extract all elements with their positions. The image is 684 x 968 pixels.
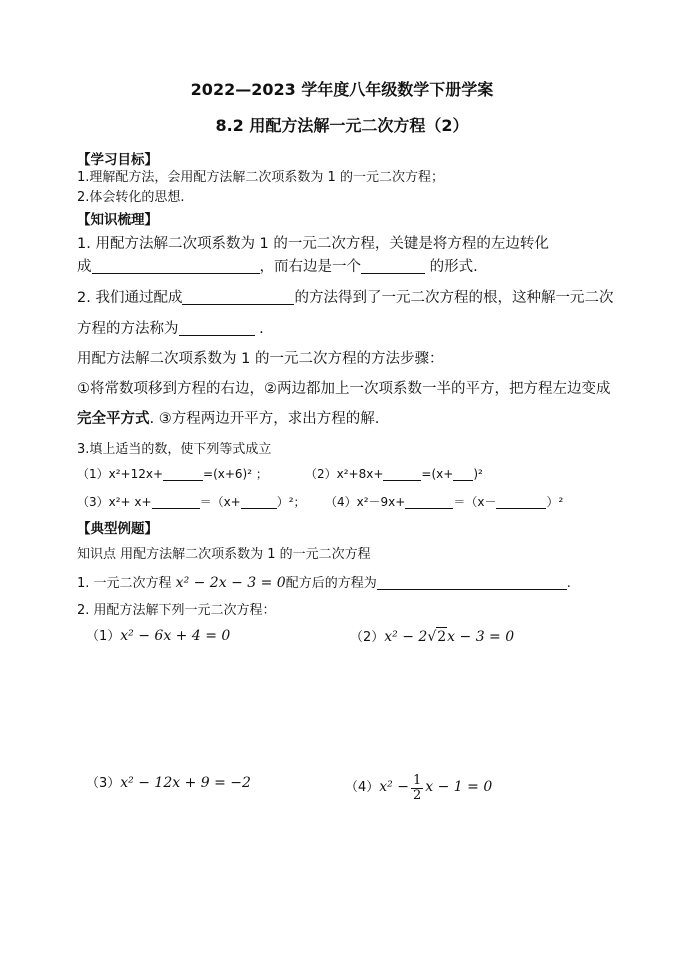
q1-text-b: ，而右边是一个 <box>259 259 361 275</box>
problem-2-equation-a: x² − 2 <box>384 629 428 645</box>
q3-item-3-text-a: （3）x²+ x+ <box>77 495 152 509</box>
q3-blank-5[interactable] <box>241 494 277 509</box>
knowledge-q2-line2 <box>77 320 264 338</box>
problem-4 <box>345 774 492 803</box>
knowledge-q1-line1: 1. 用配方法解二次项系数为 1 的一元二次方程，关键是将方程的左边转化 <box>77 236 549 252</box>
example-1-text-c: . <box>566 576 571 591</box>
q1-blank-2[interactable] <box>361 259 425 274</box>
q3-item-3 <box>77 493 306 511</box>
problem-2 <box>350 627 514 647</box>
q3-item-4-text-c: ）² <box>546 495 564 509</box>
q3-intro: 3.填上适当的数，使下列等式成立 <box>77 442 272 457</box>
q3-item-2 <box>305 465 483 483</box>
q3-item-1 <box>77 465 268 483</box>
examples-topic: 知识点 用配方法解二次项系数为 1 的一元二次方程 <box>77 547 371 562</box>
q3-item-2-text-a: （2）x²+8x+ <box>305 467 384 481</box>
q3-blank-7[interactable] <box>496 494 546 509</box>
examples-heading: 【典型例题】 <box>77 521 158 537</box>
q3-item-1-text-b: =(x+6)² ； <box>203 467 268 481</box>
q3-item-1-text-a: （1）x²+12x+ <box>77 467 164 481</box>
problem-1-equation: x² − 6x + 4 = 0 <box>120 628 231 644</box>
problem-2-label: （2） <box>350 630 385 645</box>
example-1-blank[interactable] <box>377 575 567 590</box>
q2-text-b: 的方法得到了一元二次方程的根，这种解一元二次 <box>294 290 614 306</box>
problem-1-label: （1） <box>86 629 121 644</box>
q2-blank-2[interactable] <box>179 321 255 336</box>
q2-text-d: . <box>254 321 264 337</box>
q2-text-c: 方程的方法称为 <box>77 321 179 337</box>
q3-item-2-text-b: =(x+ <box>421 467 454 481</box>
q3-blank-6[interactable] <box>405 494 453 509</box>
steps-line-1: ①将常数项移到方程的右边，②两边都加上一次项系数一半的平方，把方程左边变成 <box>77 381 611 397</box>
problem-4-equation-a: x² − <box>379 779 409 795</box>
goals-heading: 【学习目标】 <box>77 152 158 168</box>
problem-3-equation: x² − 12x + 9 = −2 <box>120 775 251 791</box>
knowledge-heading: 【知识梳理】 <box>77 212 158 228</box>
q3-item-4 <box>325 493 563 511</box>
q3-blank-4[interactable] <box>152 494 200 509</box>
problem-4-equation-b: x − 1 = 0 <box>425 779 493 795</box>
goal-item-2: 2.体会转化的思想. <box>77 190 185 205</box>
worksheet-title: 2022—2023 学年度八年级数学下册学案 <box>190 80 494 99</box>
example-1-equation: x² − 2x − 3 = 0 <box>175 575 286 591</box>
example-1-text-a: 1. 一元二次方程 <box>77 576 176 591</box>
problem-4-fraction <box>411 774 423 803</box>
q1-text-a: 成 <box>77 259 92 275</box>
sqrt-sign: √ <box>427 629 437 645</box>
problem-2-equation-b: x − 3 = 0 <box>447 629 515 645</box>
q3-item-4-text-a: （4）x²－9x+ <box>325 495 406 509</box>
q3-item-2-text-c: )² <box>473 467 483 481</box>
lesson-title: 8.2 用配方法解一元二次方程（2） <box>215 116 469 135</box>
q1-text-c: 的形式. <box>425 259 478 275</box>
q3-item-3-text-c: ）²； <box>276 495 306 509</box>
sqrt-radicand: 2 <box>437 629 447 645</box>
q2-blank-1[interactable] <box>182 290 294 305</box>
example-2: 2. 用配方法解下列一元二次方程： <box>77 603 276 618</box>
knowledge-q1-line2 <box>77 258 478 276</box>
q3-item-3-text-b: ＝（x+ <box>199 495 241 509</box>
q1-blank-1[interactable] <box>92 259 260 274</box>
q3-blank-2[interactable] <box>383 466 421 481</box>
goal-item-1: 1.理解配方法，会用配方法解二次项系数为 1 的一元二次方程； <box>77 170 444 185</box>
fraction-numerator: 1 <box>412 773 422 788</box>
problem-3-label: （3） <box>86 776 121 791</box>
problem-1 <box>86 627 230 646</box>
problem-3 <box>86 774 251 793</box>
example-1-text-b: 配方后的方程为 <box>285 576 377 591</box>
problem-4-label: （4） <box>345 780 380 795</box>
steps-bold-term: 完全平方式 <box>77 411 150 427</box>
steps-rest: . ③方程两边开平方，求出方程的解. <box>149 411 380 427</box>
steps-line-2 <box>77 410 379 428</box>
q2-text-a: 2. 我们通过配成 <box>77 290 183 306</box>
fraction-denominator: 2 <box>412 788 422 803</box>
example-1 <box>77 574 571 593</box>
q3-blank-3[interactable] <box>453 466 473 481</box>
steps-intro: 用配方法解二次项系数为 1 的一元二次方程的方法步骤： <box>77 351 444 367</box>
q3-item-4-text-b: ＝（x－ <box>453 495 497 509</box>
knowledge-q2-line1 <box>77 289 613 307</box>
q3-blank-1[interactable] <box>163 466 203 481</box>
